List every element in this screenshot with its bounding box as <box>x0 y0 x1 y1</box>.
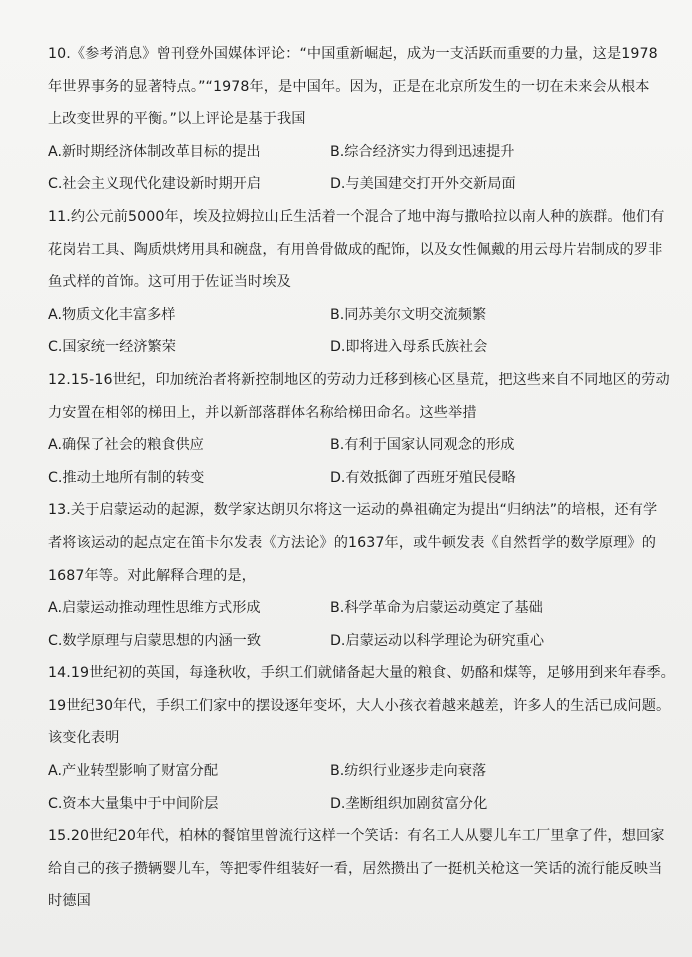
stem-line: 10.《参考消息》曾刊登外国媒体评论：“中国重新崛起，成为一支活跃而重要的力量，这是1978 <box>48 46 658 62</box>
option-b: B.有利于国家认同观念的形成 <box>330 437 515 454</box>
stem-line: 14.19世纪初的英国，每逢秋收，手织工们就储备起大量的粮食、奶酪和煤等，足够用到来年春季。 <box>48 665 675 682</box>
stem-line: 12.15-16世纪，印加统治者将新控制地区的劳动力迁移到核心区垦荒，把这些来自不同地区的劳动 <box>48 371 670 388</box>
option-d: D.与美国建交打开外交新局面 <box>330 176 516 193</box>
question-stem <box>48 201 672 299</box>
question-options <box>48 136 672 201</box>
stem-line: 13.关于启蒙运动的起源，数学家达朗贝尔将这一运动的鼻祖确定为提出“归纳法”的培根，还有学 <box>48 502 658 519</box>
question-13 <box>48 494 672 657</box>
question-options <box>48 429 672 494</box>
option-d: D.有效抵御了西班牙殖民侵略 <box>330 469 516 486</box>
stem-line: 力安置在相邻的梯田上，并以新部落群体名称给梯田命名。这些举措 <box>48 404 477 421</box>
question-stem <box>48 364 672 429</box>
option-a: A.物质文化丰富多样 <box>48 306 176 323</box>
stem-line: 11.约公元前5000年，埃及拉姆拉山丘生活着一个混合了地中海与撒哈拉以南人种的族群。他们有 <box>48 208 665 225</box>
option-c: C.资本大量集中于中间阶层 <box>48 795 219 812</box>
stem-line: 15.20世纪20年代，柏林的餐馆里曾流行这样一个笑话：有名工人从婴儿车工厂里拿了件，想回家 <box>48 828 665 845</box>
stem-line: 1687年等。对此解释合理的是， <box>48 567 256 584</box>
stem-line: 该变化表明 <box>48 730 120 747</box>
stem-line: 者将该运动的起点定在笛卡尔发表《方法论》的1637年，或牛顿发表《自然哲学的数学原理》的 <box>48 534 657 551</box>
stem-line: 鱼式样的首饰。这可用于佐证当时埃及 <box>48 274 291 291</box>
option-c: C.数学原理与启蒙思想的内涵一致 <box>48 632 262 649</box>
question-14 <box>48 657 675 820</box>
option-d: D.启蒙运动以科学理论为研究重心 <box>330 632 545 649</box>
option-c: C.推动土地所有制的转变 <box>48 469 205 486</box>
option-a: A.产业转型影响了财富分配 <box>48 763 219 780</box>
stem-line: 花岗岩工具、陶质烘烤用具和碗盘，有用兽骨做成的配饰，以及女性佩戴的用云母片岩制成的罗非 <box>48 241 663 258</box>
question-options <box>48 299 672 364</box>
question-options <box>48 755 672 820</box>
option-b: B.纺织行业逐步走向衰落 <box>330 763 487 780</box>
question-options <box>48 592 672 657</box>
option-b: B.科学革命为启蒙运动奠定了基础 <box>330 600 543 617</box>
question-15 <box>48 820 672 918</box>
question-stem <box>48 38 672 136</box>
question-stem <box>48 494 672 592</box>
stem-line: 时德国 <box>48 893 91 910</box>
question-11 <box>48 201 672 364</box>
question-12 <box>48 364 672 494</box>
stem-line: 年世界事务的显著特点。”“1978年，是中国年。因为，正是在北京所发生的一切在未来会从根本 <box>48 78 650 95</box>
option-d: D.垄断组织加剧贫富分化 <box>330 795 488 812</box>
stem-line: 给自己的孩子攒辆婴儿车，等把零件组装好一看，居然攒出了一挺机关枪这一笑话的流行能反映当 <box>48 860 663 877</box>
question-stem <box>48 657 675 755</box>
option-c: C.国家统一经济繁荣 <box>48 339 176 356</box>
option-a: A.新时期经济体制改革目标的提出 <box>48 143 261 160</box>
option-a: A.启蒙运动推动理性思维方式形成 <box>48 600 261 617</box>
stem-line: 上改变世界的平衡。”以上评论是基于我国 <box>48 111 306 128</box>
question-10 <box>48 38 672 201</box>
option-b: B.同苏美尔文明交流频繁 <box>330 306 487 323</box>
option-a: A.确保了社会的粮食供应 <box>48 437 204 454</box>
question-stem <box>48 820 672 918</box>
option-b: B.综合经济实力得到迅速提升 <box>330 143 515 160</box>
stem-line: 19世纪30年代，手织工们家中的摆设逐年变坏，大人小孩衣着越来越差，许多人的生活已成问题。 <box>48 697 671 714</box>
option-c: C.社会主义现代化建设新时期开启 <box>48 176 262 193</box>
option-d: D.即将进入母系氏族社会 <box>330 339 488 356</box>
